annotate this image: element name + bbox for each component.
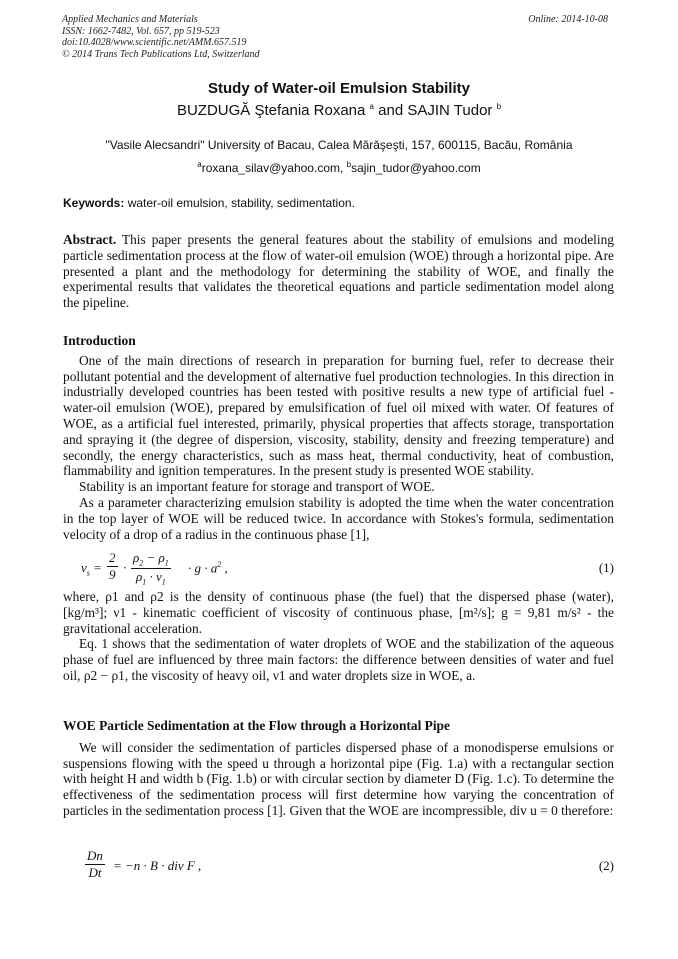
intro-paragraph-1: One of the main directions of research in preparation for burning fuel, refer to decrease their pollutant potential and the development of alternative fuel production technologies. In this direction in industrially developed countries has been tested with positive results a new type of artificial fuel - water-oil emulsion (WOE), prepared by emulsification of fuel oil mixed with water. Of features of WOE, as a artificial fuel interested, primarily, physical properties that affects storage, transportation and spraying it (the degree of dispersion, viscosity, stability, density and freezing temperature) and secondly, the energy characteristics, such as mass heat, thermal conductivity, heat of combustion, flammability and ignition temperatures. In the present study is presented WOE stability. <box>63 352 614 479</box>
intro-heading: Introduction <box>63 333 136 348</box>
section-2-paragraph-1: We will consider the sedimentation of particles dispersed phase of a monodisperse emulsions or suspensions flowing with the speed u through a horizontal pipe (Fig. 1.a) with a rectangular section with height H and width b (Fig. 1.b) or with circular section by diameter D (Fig. 1.c). To determine the effectiveness of the sedimentation process will first determine how varying the concentration of particles in the sedimentation process [1]. Given that the WOE are incompressible, div u = 0 therefore: <box>63 739 614 818</box>
intro-paragraph-3: As a parameter characterizing emulsion stability is adopted the time when the water concentration in the top layer of WOE will be reduced twice. In accordance with Stokes's formula, sedimentation velocity of a drop of a radius in the continuous phase [1], <box>63 494 614 542</box>
introduction-section <box>63 333 614 542</box>
abstract-text: This paper presents the general features about the stability of emulsions and modeling particle sedimentation process at the flow of water-oil emulsion (WOE) through a horizontal pipe. Are presented a plant and the methodology for determining the stability of WOE, and finally the experimental results that validates the theoretical equations and particle sedimentation model along the pipeline. <box>63 232 614 311</box>
doi-line: doi:10.4028/www.scientific.net/AMM.657.519 <box>62 37 247 48</box>
email-1[interactable]: roxana_silav@yahoo.com, <box>201 161 347 175</box>
author-2: SAJIN Tudor <box>407 102 493 119</box>
email-2-sup: b <box>346 160 352 169</box>
section-2-heading: WOE Particle Sedimentation at the Flow through a Horizontal Pipe <box>63 718 450 733</box>
abstract-label: Abstract. <box>63 232 117 247</box>
emails-line <box>0 160 678 175</box>
keywords-label: Keywords: <box>63 196 125 210</box>
keywords-text: water-oil emulsion, stability, sedimentation. <box>124 196 355 210</box>
intro-paragraph-5: Eq. 1 shows that the sedimentation of water droplets of WOE and the stabilization of the aqueous phase of fuel are influenced by three main factors: the difference between densities of water and fuel oil, ρ2 − ρ1, the viscosity of heavy oil, ν1 and water droplets size in WOE, a. <box>63 636 614 683</box>
intro-paragraph-4: where, ρ1 and ρ2 is the density of continuous phase (the fuel) that the dispersed phase (water), [kg/m³]; ν1 - kinematic coefficient of viscosity of continuous phase, [m²/s]; g = 9,81 m/s² - the gravitational acceleration. <box>63 589 614 636</box>
equation-1: $v_s$ = $\frac{2}{9}$ · $\frac{\rho_2 - \rho_1}{\rho_1 \cdot \nu_1}$ · $g \cdot a^2$ , (1) <box>81 550 614 587</box>
paper-title: Study of Water-oil Emulsion Stability <box>208 80 470 97</box>
sedimentation-section <box>63 718 614 819</box>
equation-2: $\frac{Dn}{Dt}$ = −n · B · div F , (2) <box>87 848 614 880</box>
intro-paragraph-2: Stability is an important feature for storage and transport of WOE. <box>79 479 435 495</box>
email-2[interactable]: sajin_tudor@yahoo.com <box>351 161 481 175</box>
equation-2-number: (2) <box>598 858 614 873</box>
keywords <box>63 196 355 210</box>
journal-header <box>62 14 260 60</box>
online-date: Online: 2014-10-08 <box>528 14 608 25</box>
author-2-sup: b <box>496 102 502 111</box>
intro-continued <box>63 589 614 684</box>
author-1: BUZDUGĂ Ştefania Roxana <box>176 102 366 119</box>
authors-line <box>0 102 678 119</box>
affiliation: "Vasile Alecsandri" University of Bacau, Calea Mărăşeşti, 157, 600115, Bacău, România <box>105 138 573 152</box>
abstract <box>63 232 614 311</box>
copyright-line: © 2014 Trans Tech Publications Ltd, Switzerland <box>62 48 260 60</box>
email-1-sup: a <box>197 160 202 169</box>
author-and: and <box>374 102 408 119</box>
issn-line: ISSN: 1662-7482, Vol. 657, pp 519-523 <box>62 25 220 37</box>
journal-name: Applied Mechanics and Materials <box>62 14 198 25</box>
equation-1-number: (1) <box>598 560 614 575</box>
author-1-sup: a <box>369 102 374 111</box>
